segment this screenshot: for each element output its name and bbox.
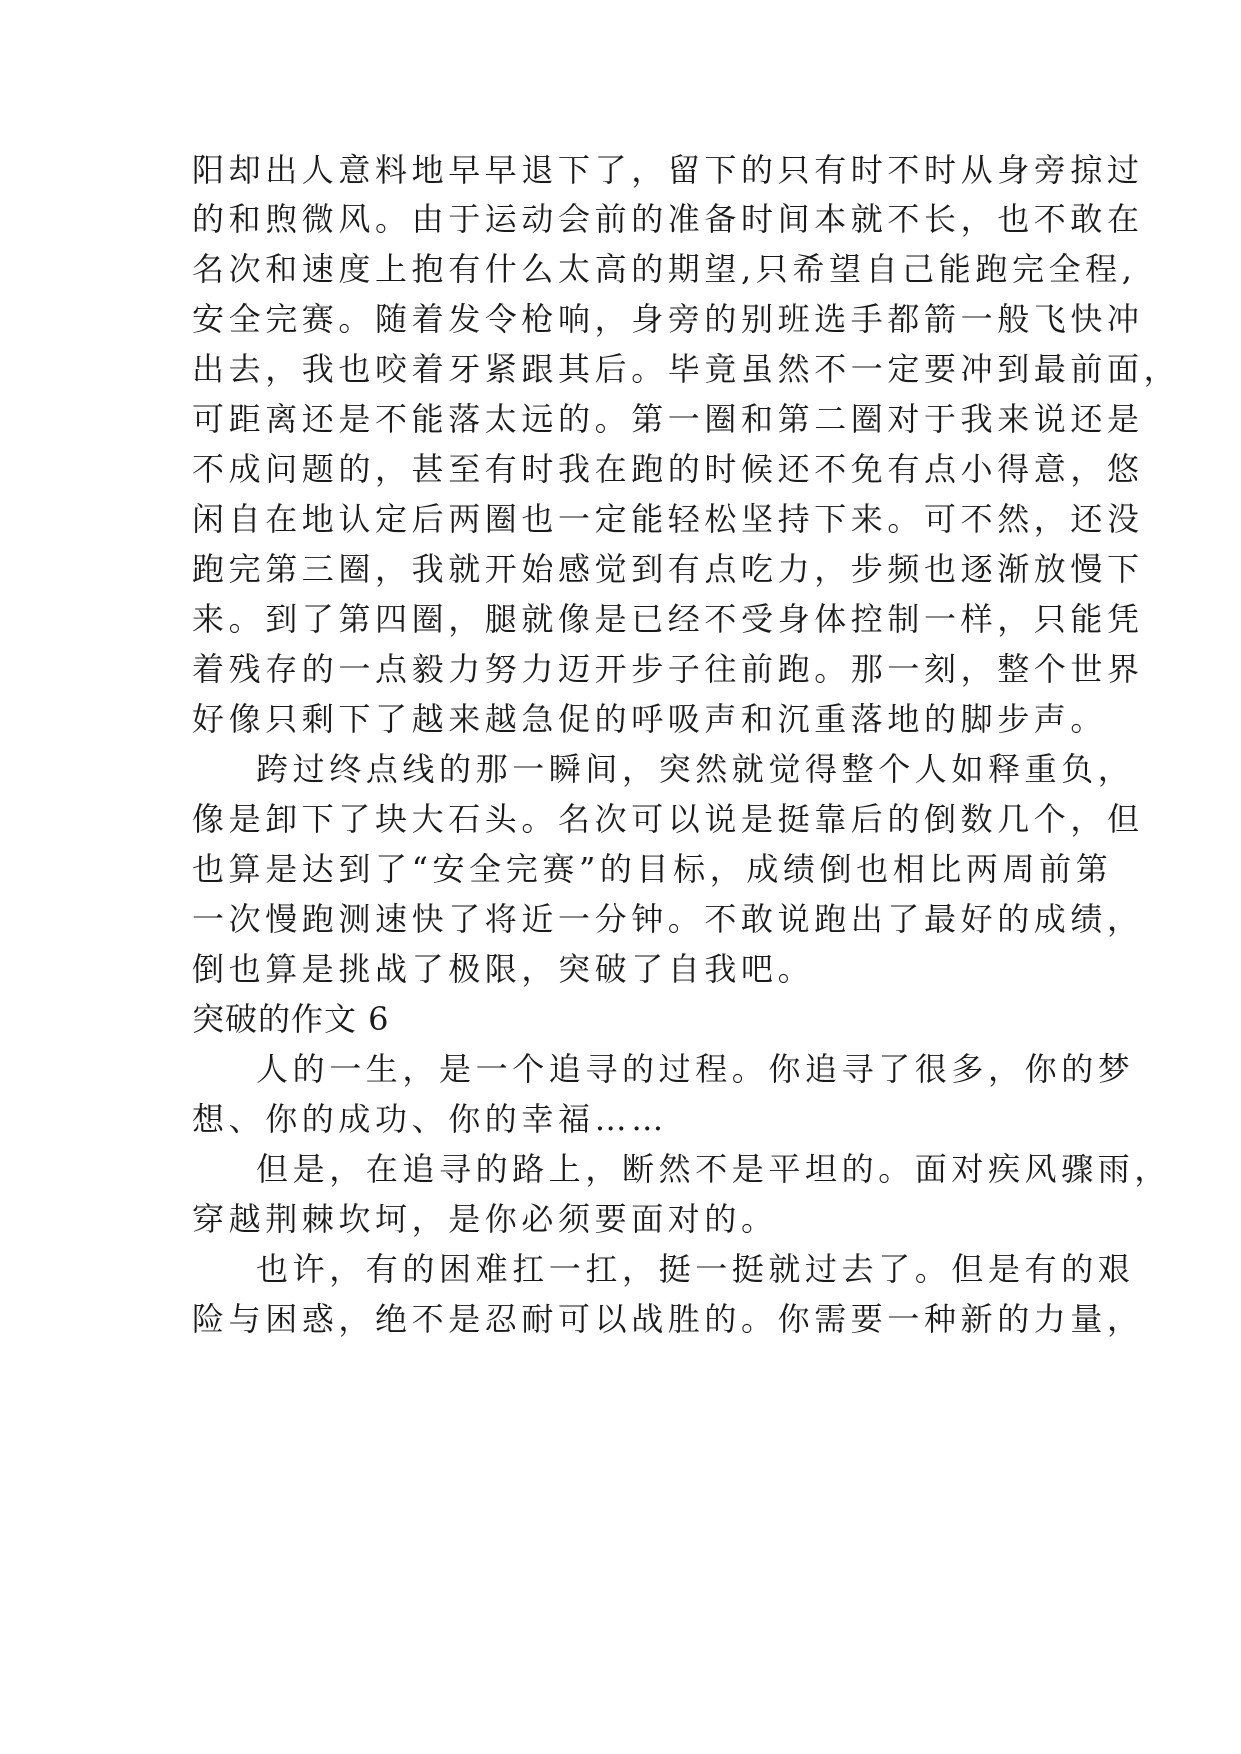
paragraph-line: 好像只剩下了越来越急促的呼吸声和沉重落地的脚步声。 bbox=[192, 700, 1108, 738]
paragraph-line: 一次慢跑测速快了将近一分钟。不敢说跑出了最好的成绩， bbox=[192, 900, 1144, 938]
paragraph-line: 跑完第三圈，我就开始感觉到有点吃力，步频也逐渐放慢下 bbox=[192, 550, 1144, 588]
paragraph-line: 倒也算是挑战了极限，突破了自我吧。 bbox=[192, 950, 815, 988]
paragraph-line: 来。到了第四圈，腿就像是已经不受身体控制一样，只能凭 bbox=[192, 600, 1144, 638]
paragraph-line: 名次和速度上抱有什么太高的期望,只希望自己能跑完全程, bbox=[192, 250, 1137, 288]
paragraph-line: 也许，有的困难扛一扛，挺一挺就过去了。但是有的艰 bbox=[256, 1250, 1135, 1288]
paragraph-line: 人的一生，是一个追寻的过程。你追寻了很多，你的梦 bbox=[256, 1050, 1135, 1088]
paragraph-line: 险与困惑，绝不是忍耐可以战胜的。你需要一种新的力量， bbox=[192, 1300, 1144, 1338]
paragraph-line: 阳却出人意料地早早退下了，留下的只有时不时从身旁掠过 bbox=[192, 151, 1144, 189]
paragraph-line: 想、你的成功、你的幸福…… bbox=[192, 1100, 668, 1138]
paragraph-line: 跨过终点线的那一瞬间，突然就觉得整个人如释重负， bbox=[256, 750, 1135, 788]
paragraph-line: 不成问题的，甚至有时我在跑的时候还不免有点小得意，悠 bbox=[192, 450, 1144, 488]
paragraph-line: 也算是达到了“安全完赛”的目标，成绩倒也相比两周前第 bbox=[192, 850, 1113, 888]
paragraph-line: 出去，我也咬着牙紧跟其后。毕竟虽然不一定要冲到最前面， bbox=[192, 350, 1181, 388]
paragraph-line: 安全完赛。随着发令枪响，身旁的别班选手都箭一般飞快冲 bbox=[192, 300, 1144, 338]
paragraph-line: 穿越荆棘坎坷，是你必须要面对的。 bbox=[192, 1200, 778, 1238]
section-heading: 突破的作文 6 bbox=[192, 1000, 390, 1038]
paragraph-line: 的和煦微风。由于运动会前的准备时间本就不长，也不敢在 bbox=[192, 200, 1144, 238]
paragraph-line: 可距离还是不能落太远的。第一圈和第二圈对于我来说还是 bbox=[192, 400, 1144, 438]
paragraph-line: 但是，在追寻的路上，断然不是平坦的。面对疾风骤雨， bbox=[256, 1150, 1172, 1188]
paragraph-line: 着残存的一点毅力努力迈开步子往前跑。那一刻，整个世界 bbox=[192, 650, 1144, 688]
paragraph-line: 像是卸下了块大石头。名次可以说是挺靠后的倒数几个，但 bbox=[192, 800, 1144, 838]
paragraph-line: 闲自在地认定后两圈也一定能轻松坚持下来。可不然，还没 bbox=[192, 500, 1144, 538]
